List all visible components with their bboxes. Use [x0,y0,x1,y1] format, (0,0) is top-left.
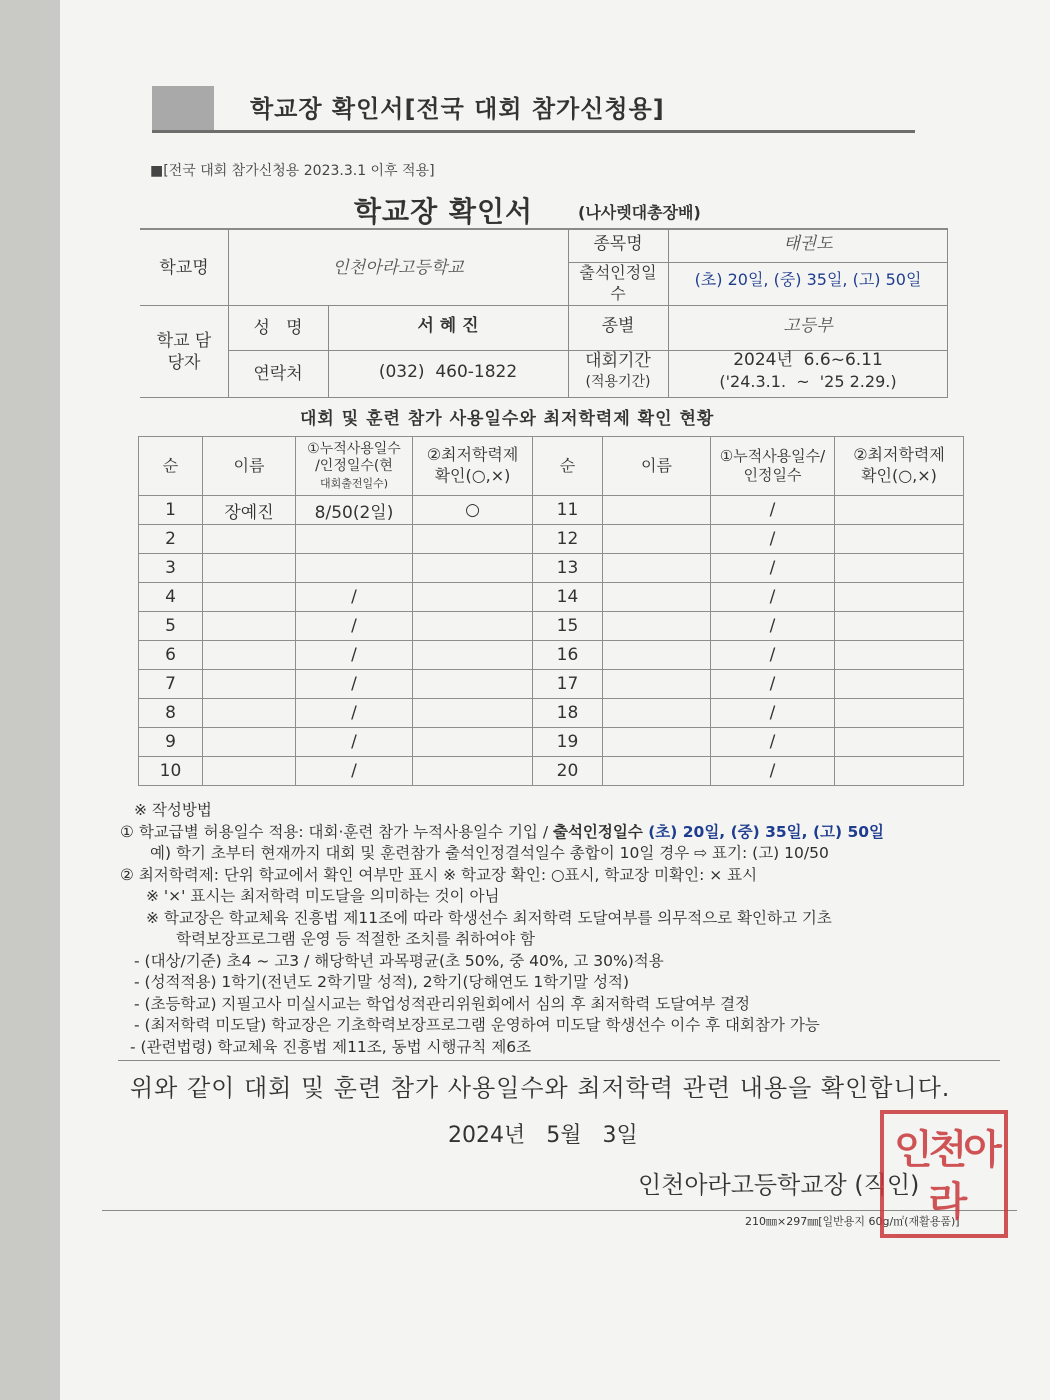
header-band [152,86,214,132]
table-row [139,612,964,641]
cell-no: 18 [533,699,603,728]
cell-name [603,583,711,612]
cell-check [835,554,964,583]
cell-days: / [711,670,835,699]
col-header-check-right-line1: ②최저학력제 [853,445,945,465]
table-row [139,525,964,554]
cell-name [203,699,296,728]
cell-check [413,525,533,554]
cell-name: 장예진 [203,496,296,525]
note-list-1: - (대상/기준) 초4 ~ 고3 / 해당학년 과목평균(초 50%, 중 40%, 고 30%)적용 [134,951,664,970]
cell-no: 5 [139,612,203,641]
notes-bottom-rule [118,1060,1000,1061]
note-list-2: - (성적적용) 1학기(전년도 2학기말 성적), 2학기(당해연도 1학기말 성적) [134,973,630,991]
col-header-check-left-line2: 확인(○,×) [434,466,511,485]
table-row [139,699,964,728]
form-title: 학교장 확인서 [354,195,534,228]
cell-check [835,641,964,670]
note-list-5: - (관련법령) 학교체육 진흥법 제11조, 동법 시행규칙 제6조 [130,1037,532,1056]
cell-check [835,670,964,699]
cell-no: 11 [533,496,603,525]
cell-no: 7 [139,670,203,699]
cell-check [413,554,533,583]
cell-no: 17 [533,670,603,699]
cell-name [203,525,296,554]
cell-name [203,554,296,583]
cell-check [835,496,964,525]
category-value: 고등부 [783,316,833,336]
note-1-text: ① 학교급별 허용일수 적용: 대회·훈련 참가 누적사용일수 기입 / [120,822,553,841]
period-label: 대회기간 [585,351,651,371]
col-header-days-left-line2: /인정일수(현 [315,457,393,474]
col-header-check-right-line2: 확인(○,×) [861,466,937,485]
cell-days: / [296,670,413,699]
cell-no: 4 [139,583,203,612]
col-header-days-left [296,437,413,496]
school-name-label: 학교명 [159,258,209,278]
manager-name-label: 성 명 [253,318,303,338]
category-label: 종별 [601,316,635,336]
col-header-check-right [835,437,964,496]
table-row [139,728,964,757]
cell-days: / [711,757,835,786]
cell-check [835,612,964,641]
manager-label: 학교 담당자 [156,331,212,373]
note-list-3: - (초등학교) 지필고사 미실시교는 학업성적관리위원회에서 심의 후 최저학력 도달여부 결정 [134,994,751,1013]
status-section-title: 대회 및 훈련 참가 사용일수와 최저학력제 확인 현황 [300,409,715,429]
cell-no: 3 [139,554,203,583]
cell-check [835,583,964,612]
school-name-value: 인천아라고등학교 [332,258,464,278]
col-header-no-left: 순 [139,437,203,496]
cell-check [413,699,533,728]
writing-instructions [120,800,1020,1058]
table-row [139,496,964,525]
cell-check [413,728,533,757]
paper-spec: 210㎜×297㎜[일반용지 60g/㎡(재활용품)] [745,1215,960,1228]
cell-days: / [711,728,835,757]
cell-check [835,525,964,554]
official-seal-stamp [880,1110,1008,1238]
note-1 [120,822,1020,844]
cell-days [296,525,413,554]
period-sub-label: (적용기간) [585,374,651,390]
note-1-attendance-values: (초) 20일, (중) 35일, (고) 50일 [642,822,885,841]
cell-name [203,728,296,757]
info-table-row-divider [140,305,948,306]
col-header-days-left-line3: 대회출전일수) [319,476,389,490]
contact-value: (032) 460-1822 [378,362,518,382]
cell-check [835,699,964,728]
event-label: 종목명 [593,234,643,254]
header-title: 학교장 확인서[전국 대회 참가신청용] [250,95,665,123]
status-table-header [139,437,964,496]
cell-name [603,670,711,699]
cell-days: / [296,641,413,670]
col-header-no-right: 순 [533,437,603,496]
principal-signature-line: 인천아라고등학교장 (직인) [638,1171,920,1199]
col-header-check-left [413,437,533,496]
cell-no: 14 [533,583,603,612]
cell-no: 2 [139,525,203,554]
table-row [139,554,964,583]
cell-name [203,583,296,612]
col-header-check-left-line1: ②최저학력제 [426,445,519,465]
issue-date: 2024년 5월 3일 [448,1123,638,1148]
info-table-top-border [140,228,948,230]
note-2-a: ※ '×' 표시는 최저학력 미도달을 의미하는 것이 아님 [146,887,500,905]
cell-days: / [711,496,835,525]
cell-name [603,525,711,554]
cell-no: 1 [139,496,203,525]
status-table-body [139,496,964,786]
status-table [138,436,963,786]
cell-days: / [296,583,413,612]
col-header-days-right-line2: 인정일수 [743,466,802,484]
info-table-bottom-border [140,397,948,398]
table-row [139,670,964,699]
contact-label: 연락처 [253,364,303,384]
form-subtitle: (나사렛대총장배) [578,203,701,222]
applicability-note: ■[전국 대회 참가신청용 2023.3.1 이후 적용] [150,163,435,179]
col-header-name-left: 이름 [203,437,296,496]
cell-no: 20 [533,757,603,786]
cell-check [835,728,964,757]
cell-check [413,670,533,699]
cell-name [603,699,711,728]
cell-check [413,641,533,670]
note-2-b-cont: 학력보장프로그램 운영 등 적절한 조치를 취하여야 함 [176,930,535,948]
seal-text: 인천아라 [894,1127,998,1225]
cell-name [603,757,711,786]
cell-name [203,612,296,641]
cell-check [835,757,964,786]
table-row [139,757,964,786]
event-value: 태권도 [783,234,833,254]
col-header-days-right [711,437,835,496]
cell-check [413,757,533,786]
cell-name [603,612,711,641]
confirmation-statement: 위와 같이 대회 및 훈련 참가 사용일수와 최저학력 관련 내용을 확인합니다. [130,1074,951,1102]
cell-days: / [296,757,413,786]
cell-days: / [296,699,413,728]
cell-check: ○ [413,496,533,525]
cell-name [203,670,296,699]
cell-name [603,554,711,583]
note-2: ② 최저학력제: 단위 학교에서 확인 여부만 표시 ※ 학교장 확인: ○표시, 학교장 미확인: × 표시 [120,865,758,884]
cell-no: 10 [139,757,203,786]
cell-name [603,496,711,525]
cell-no: 12 [533,525,603,554]
cell-no: 15 [533,612,603,641]
period-value: 2024년 6.6~6.11 [733,350,883,370]
cell-days: / [711,641,835,670]
cell-days: 8/50(2일) [296,496,413,525]
cell-check [413,583,533,612]
cell-check [413,612,533,641]
header-underline [152,130,915,133]
cell-days: / [711,554,835,583]
cell-name [603,728,711,757]
cell-no: 16 [533,641,603,670]
cell-name [203,641,296,670]
cell-no: 9 [139,728,203,757]
notes-heading: ※ 작성방법 [134,801,212,819]
cell-no: 8 [139,699,203,728]
note-1-example: 예) 학기 초부터 현재까지 대회 및 훈련참가 출석인정결석일수 총합이 10일 경우 ⇨ 표기: (고) 10/50 [150,844,829,862]
cell-no: 13 [533,554,603,583]
note-list-4: - (최저학력 미도달) 학교장은 기초학력보장프로그램 운영하여 미도달 학생선수 이수 후 대회참가 가능 [134,1016,820,1034]
cell-days: / [711,525,835,554]
cell-days: / [711,583,835,612]
cell-no: 19 [533,728,603,757]
cell-days: / [711,699,835,728]
attendance-days-value: (초) 20일, (중) 35일, (고) 50일 [694,270,922,289]
cell-days [296,554,413,583]
col-header-name-right: 이름 [603,437,711,496]
cell-days: / [296,728,413,757]
cell-days: / [296,612,413,641]
cell-name [203,757,296,786]
cell-name [603,641,711,670]
attendance-days-label: 출석인정일수 [579,263,657,303]
col-header-days-left-line1: ①누적사용일수 [307,440,401,457]
note-2-b: ※ 학교장은 학교체육 진흥법 제11조에 따라 학생선수 최저학력 도달여부를 의무적으로 확인하고 기초 [146,908,832,927]
period-sub-value: ('24.3.1. ~ '25 2.29.) [719,372,897,391]
note-1-attendance-label: 출석인정일수 [552,822,643,841]
table-row [139,641,964,670]
cell-no: 6 [139,641,203,670]
manager-name-value: 서 혜 진 [417,316,479,336]
col-header-days-right-line1: ①누적사용일수/ [719,446,826,465]
table-row [139,583,964,612]
cell-days: / [711,612,835,641]
